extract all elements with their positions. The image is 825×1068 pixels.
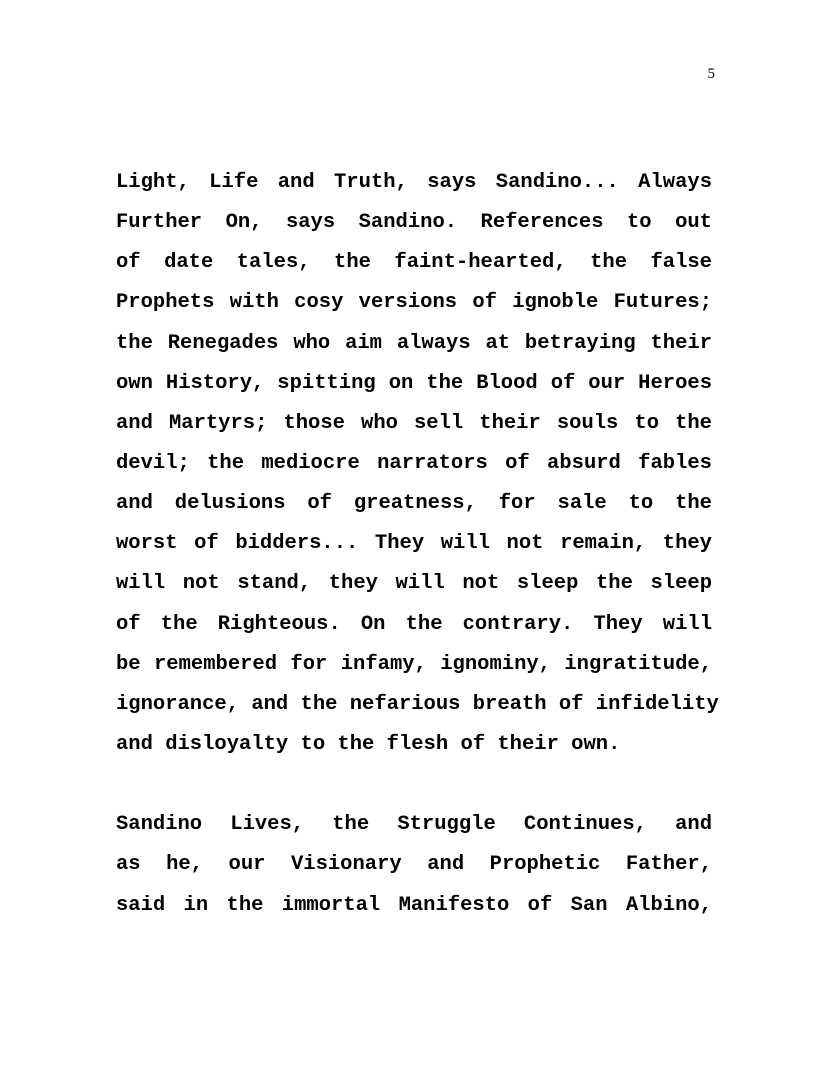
paragraph-spacer: [116, 765, 712, 805]
text-line: be remembered for infamy, ignominy, ingratitude,: [116, 652, 712, 676]
text-line: devil; the mediocre narrators of absurd fables: [116, 451, 712, 475]
text-line: Sandino Lives, the Struggle Continues, and: [116, 813, 712, 837]
text-line: own History, spitting on the Blood of our Heroes: [116, 371, 712, 395]
text-line: will not stand, they will not sleep the sleep: [116, 572, 712, 596]
text-line: worst of bidders... They will not remain, they: [116, 532, 712, 556]
text-line: of date tales, the faint-hearted, the false: [116, 251, 712, 275]
page-number: 5: [707, 66, 715, 82]
text-line: Light, Life and Truth, says Sandino... Always: [116, 171, 712, 194]
text-line: ignorance, and the nefarious breath of infidelity: [116, 692, 719, 716]
paragraph-2: [116, 805, 712, 925]
text-line: as he, our Visionary and Prophetic Father,: [116, 853, 712, 877]
text-line: the Renegades who aim always at betraying their: [116, 331, 712, 355]
text-line: said in the immortal Manifesto of San Albino,: [116, 893, 712, 917]
text-line: of the Righteous. On the contrary. They will: [116, 612, 712, 636]
text-line: and disloyalty to the flesh of their own.: [116, 732, 621, 756]
body-text: [116, 163, 719, 926]
paragraph-1: [116, 163, 719, 765]
text-line: and delusions of greatness, for sale to the: [116, 492, 712, 516]
text-line: and Martyrs; those who sell their souls to the: [116, 411, 712, 435]
text-line: Further On, says Sandino. References to out: [116, 211, 712, 235]
text-line: Prophets with cosy versions of ignoble Futures;: [116, 291, 712, 315]
